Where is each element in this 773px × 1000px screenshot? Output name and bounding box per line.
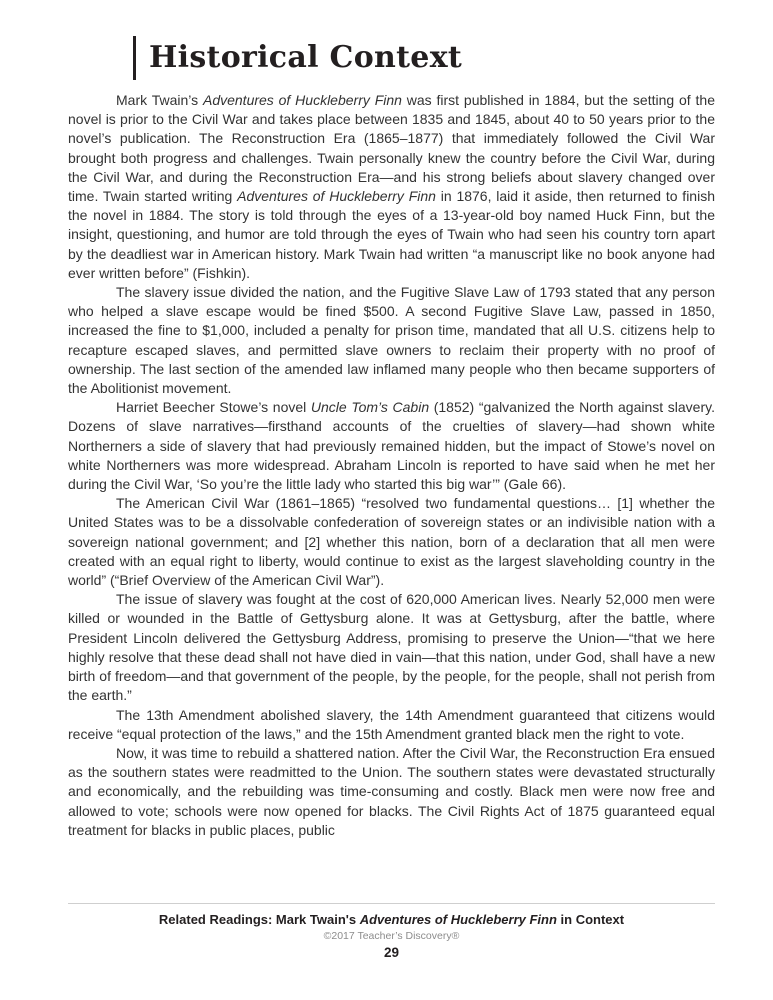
text-run: Related Readings: Mark Twain's xyxy=(158,912,360,927)
related-readings-line xyxy=(68,912,715,927)
title-block xyxy=(133,36,462,80)
body-paragraph xyxy=(68,283,715,398)
text-run: in 1876, laid it aside, then returned to finish the novel in 1884. The story is told through the eyes of a 13-year-old boy named Huck Finn, but the insight, questioning, and humor are told through the eyes of Twain who had seen his country torn apart by the deadliest war in American history. Mark Twain had written “a manuscript like no book anyone had ever written before” (Fishkin). xyxy=(68,188,715,281)
text-run: The American Civil War (1861–1865) “resolved two fundamental questions… [1] whether the United States was to be a dissolvable confederation of sovereign states or an indivisible nation with a sovereign national government; and [2] whether this nation, born of a declaration that all men were created with an equal right to liberty, would continue to exist as the largest slaveholding country in the world” (“Brief Overview of the American Civil War”). xyxy=(68,495,715,589)
body-paragraph xyxy=(68,590,715,705)
body-paragraph xyxy=(68,706,715,744)
page-title: Historical Context xyxy=(149,40,463,75)
text-run: The issue of slavery was fought at the cost of 620,000 American lives. Nearly 52,000 men were killed or wounded in the Battle of Gettysburg alone. It was at Gettysburg, after the battle, where President Lincoln delivered the Gettysburg Address, promising to preserve the Union—“that we here highly resolve that these dead shall not have died in vain—that this nation, under God, shall have a new birth of freedom—and that government of the people, by the people, for the people, shall not perish from the earth.” xyxy=(68,591,715,704)
body-paragraph xyxy=(68,398,715,494)
text-run: Now, it was time to rebuild a shattered nation. After the Civil War, the Reconstruction Era ensued as the southern states were readmitted to the Union. The southern states were devastated structurally and economically, and the rebuilding was time-consuming and costly. Black men were now free and allowed to vote; schools were now opened for blacks. The Civil Rights Act of 1875 guaranteed equal treatment for blacks in public places, public xyxy=(68,744,715,838)
text-run: Mark Twain’s xyxy=(116,92,203,108)
text-run: Harriet Beecher Stowe’s novel xyxy=(116,399,311,416)
body-paragraph xyxy=(68,744,715,840)
italic-text-run: Adventures of Huckleberry Finn xyxy=(359,912,557,927)
body-paragraph xyxy=(68,494,715,590)
text-run: The 13th Amendment abolished slavery, the 14th Amendment guaranteed that citizens would receive “equal protection of the laws,” and the 15th Amendment granted black men the right to vote. xyxy=(68,706,715,742)
italic-text-run: Adventures of Huckleberry Finn xyxy=(202,92,402,108)
text-run: was first published in 1884, but the setting of the novel is prior to the Civil War and takes place between 1835 and 1845, about 40 to 50 years prior to the novel’s publication. The Reconstruction Era (1865–1877) that immediately followed the Civil War brought both progress and challenges. Twain personally knew the country before the Civil War, during the Civil War, and during the Reconstruction Era—and his strong beliefs about slavery changed over time. Twain started writing xyxy=(68,92,715,205)
page-footer xyxy=(68,903,715,960)
article-body xyxy=(68,91,715,840)
body-paragraph xyxy=(68,91,715,283)
title-accent-bar xyxy=(133,36,136,80)
footer-divider xyxy=(68,903,715,904)
text-run: in Context xyxy=(556,912,625,927)
page-number: 29 xyxy=(383,945,400,960)
text-run: The slavery issue divided the nation, and the Fugitive Slave Law of 1793 stated that any person who helped a slave escape would be fined $500. A second Fugitive Slave Law, passed in 1850, increased the fine to $1,000, included a penalty for prison time, mandated that all U.S. citizens help to recapture escaped slaves, and permitted slave owners to reclaim their property with no proof of ownership. The last section of the amended law inflamed many people who then became supporters of the Abolitionist movement. xyxy=(68,284,715,397)
italic-text-run: Adventures of Huckleberry Finn xyxy=(237,188,436,205)
copyright-line: ©2017 Teacher’s Discovery® xyxy=(323,930,460,942)
text-run: (1852) “galvanized the North against slavery. Dozens of slave narratives—firsthand accounts of the cruelties of slavery—had shown white Northerners a side of slavery that had previously remained hidden, but the impact of Stowe’s novel on white Northerners was more widespread. Abraham Lincoln is reported to have said when he met her during the Civil War, ‘So you’re the little lady who started this big war’” (Gale 66). xyxy=(68,399,715,493)
italic-text-run: Uncle Tom’s Cabin xyxy=(310,399,430,416)
